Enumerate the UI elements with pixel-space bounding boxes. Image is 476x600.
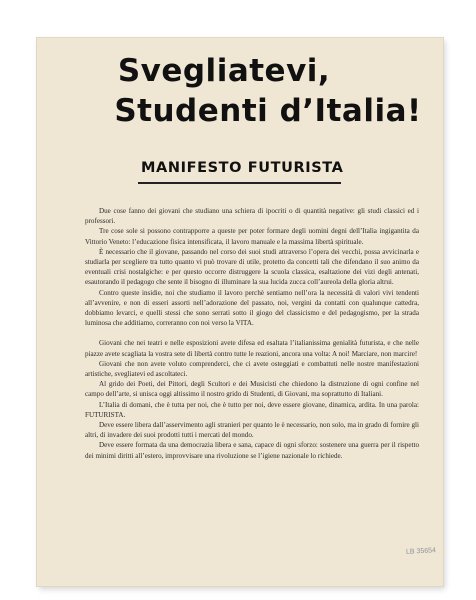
paragraph-7: Al grido dei Poeti, dei Pittori, degli Scultori e dei Musicisti che chiedono la distruzione di ogni confine nel campo dell’arte, si unisca oggi altissimo il nostro grido di Studenti, di Giovani, ma soprattutto di Italiani.	[85, 380, 419, 399]
archive-stamp: LB 35654	[405, 547, 437, 556]
headline-line-2: Studenti d’Italia!	[114, 93, 422, 129]
paragraph-4: Contro queste insidie, noi che studiamo il lavoro perchè sentiamo nell’ora la necessità di valori vivi tendenti all’avvenire, e non di esseri assorti nell’adorazione del passato, noi, vergini da contatti con qualunque cattedra, dobbiamo levarci, e quelli stessi che sono serrati sotto il giogo del classicismo e del pedagogismo, per la strada luminosa che additiamo, correranno con noi verso la VITA.	[85, 288, 419, 328]
manifesto-sheet	[37, 38, 443, 586]
paragraph-5: Giovani che nei teatri e nelle esposizioni avete difesa ed esaltata l’italianissima genialità futurista, e che nelle piazze avete scagliata la vostra sete di libertà contro tutte le reazioni, ancora una volta: A noi! Marciare, non marcire!	[85, 339, 419, 358]
paragraph-6: Giovani che non avete voluto comprenderci, che ci avete osteggiati e combattuti nelle nostre manifestazioni artistiche, svegliatevi ed ascoltateci.	[85, 359, 419, 379]
manifesto-body	[85, 206, 419, 461]
paragraph-8: L’Italia di domani, che è tutta per noi, che è tutto per noi, deve essere giovane, dinamica, ardita. In una parola: FUTURISTA.	[85, 400, 419, 419]
paragraph-2: Tre cose sole si possono contrapporre a queste per poter formare degli uomini degni dell’Italia ingigantita da Vittorio Veneto: l’educazione fisica intensificata, il lavoro manuale e la massima libertà spirituale.	[85, 227, 419, 246]
paragraph-9: Deve essere libera dall’asservimento agli stranieri per quanto le è necessario, non solo, ma in grado di fornire gli altri, di invadere dei suoi prodotti tutti i mercati del mondo.	[85, 421, 419, 440]
headline-line-1: Svegliatevi,	[117, 53, 331, 89]
paragraph-1: Due cose fanno dei giovani che studiano una schiera di ipocriti o di quantità negative: gli studi classici ed i professori.	[85, 207, 419, 226]
subtitle-underline	[138, 182, 341, 184]
paragraph-3: È necessario che il giovane, passando nel corso dei suoi studi attraverso l’opera dei vecchi, possa avvicinarla e studiarla per scegliere tra tutto quanto vi può trovare di utile, protetto da concetti tali che difendano il suo animo da eventuali crisi nostalgiche: e per questo occorre distruggere la scuola classica, esaltazione dei vizi degli antenati, esautorando il pedagogo che sente il bisogno di illuminare la sua lucida zucca coll’aureola della gloria altrui.	[85, 247, 419, 287]
paragraph-10: Deve essere formata da una democrazia libera e sana, capace di ogni sforzo: sostenere una guerra per il rispetto dei minimi diritti all’estero, improvvisare una rivoluzione se l’igiene nazionale lo richiede.	[85, 441, 419, 460]
manifesto-subtitle: MANIFESTO FUTURISTA	[141, 160, 344, 176]
